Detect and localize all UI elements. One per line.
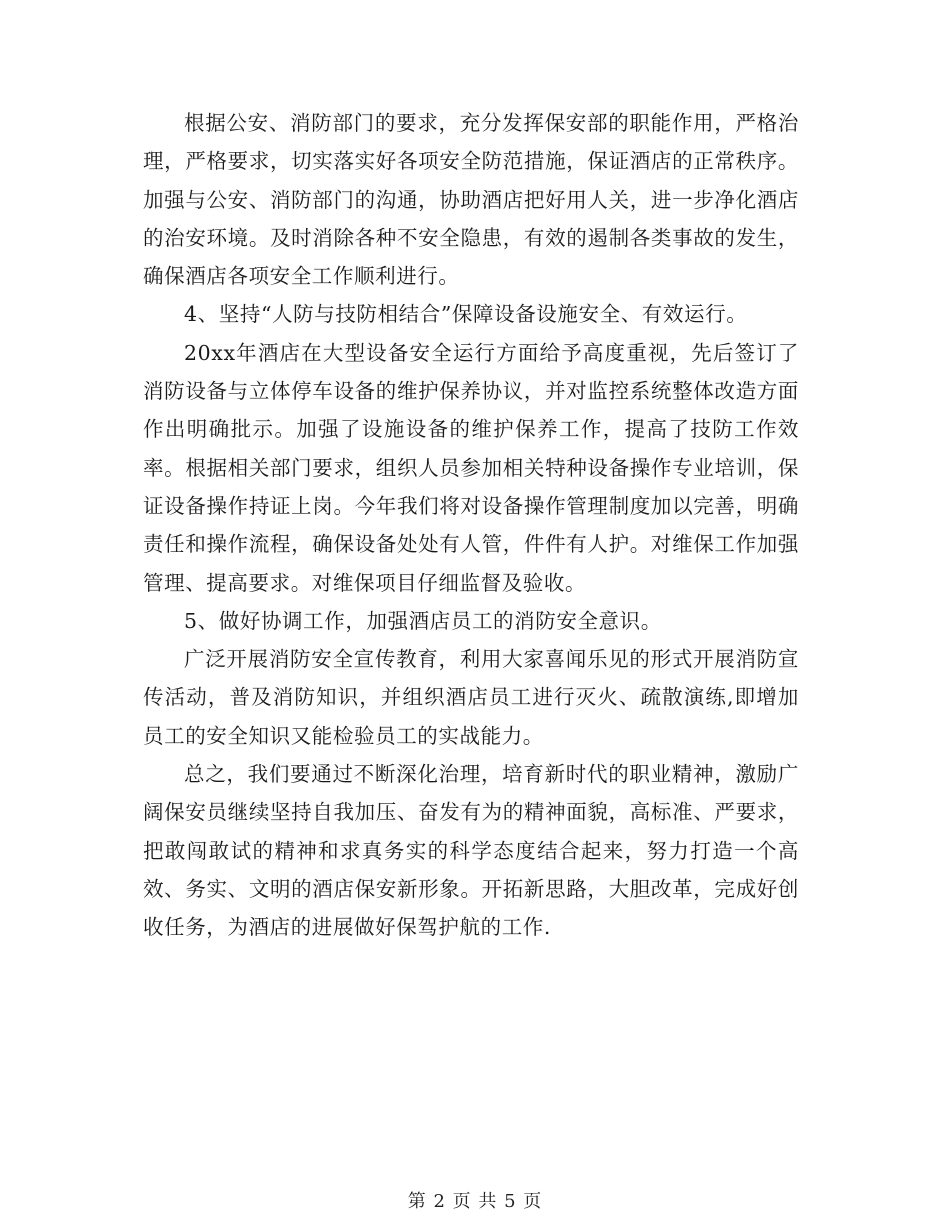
- paragraph-security-duties: 根据公安、消防部门的要求，充分发挥保安部的职能作用，严格治理，严格要求，切实落实好各项安全防范措施，保证酒店的正常秩序。加强与公安、消防部门的沟通，协助酒店把好用人关，进一步净化酒店的治安环境。及时消除各种不安全隐患，有效的遏制各类事故的发生，确保酒店各项安全工作顺利进行。: [143, 111, 799, 289]
- heading-item-4: 4、坚持“人防与技防相结合”保障设备设施安全、有效运行。: [184, 302, 748, 327]
- heading-item-5: 5、做好协调工作，加强酒店员工的消防安全意识。: [184, 608, 662, 633]
- page-number-footer: 第 2 页 共 5 页: [407, 1191, 543, 1212]
- paragraph-equipment-safety: 20xx年酒店在大型设备安全运行方面给予高度重视，先后签订了消防设备与立体停车设备的维护保养协议，并对监控系统整体改造方面作出明确批示。加强了设施设备的维护保养工作，提高了技防工作效率。根据相关部门要求，组织人员参加相关特种设备操作专业培训，保证设备操作持证上岗。今年我们将对设备操作管理制度加以完善，明确责任和操作流程，确保设备处处有人管，件件有人护。对维保工作加强管理、提高要求。对维保项目仔细监督及验收。: [143, 340, 799, 595]
- paragraph-conclusion: 总之，我们要通过不断深化治理，培育新时代的职业精神，激励广阔保安员继续坚持自我加压、奋发有为的精神面貌，高标准、严要求，把敢闯敢试的精神和求真务实的科学态度结合起来，努力打造一个高效、务实、文明的酒店保安新形象。开拓新思路，大胆改革，完成好创收任务，为酒店的进展做好保驾护航的工作.: [143, 762, 799, 940]
- paragraph-fire-education: 广泛开展消防安全宣传教育，利用大家喜闻乐见的形式开展消防宣传活动，普及消防知识，并组织酒店员工进行灭火、疏散演练,即增加员工的安全知识又能检验员工的实战能力。: [143, 647, 799, 748]
- document-body: [143, 104, 799, 947]
